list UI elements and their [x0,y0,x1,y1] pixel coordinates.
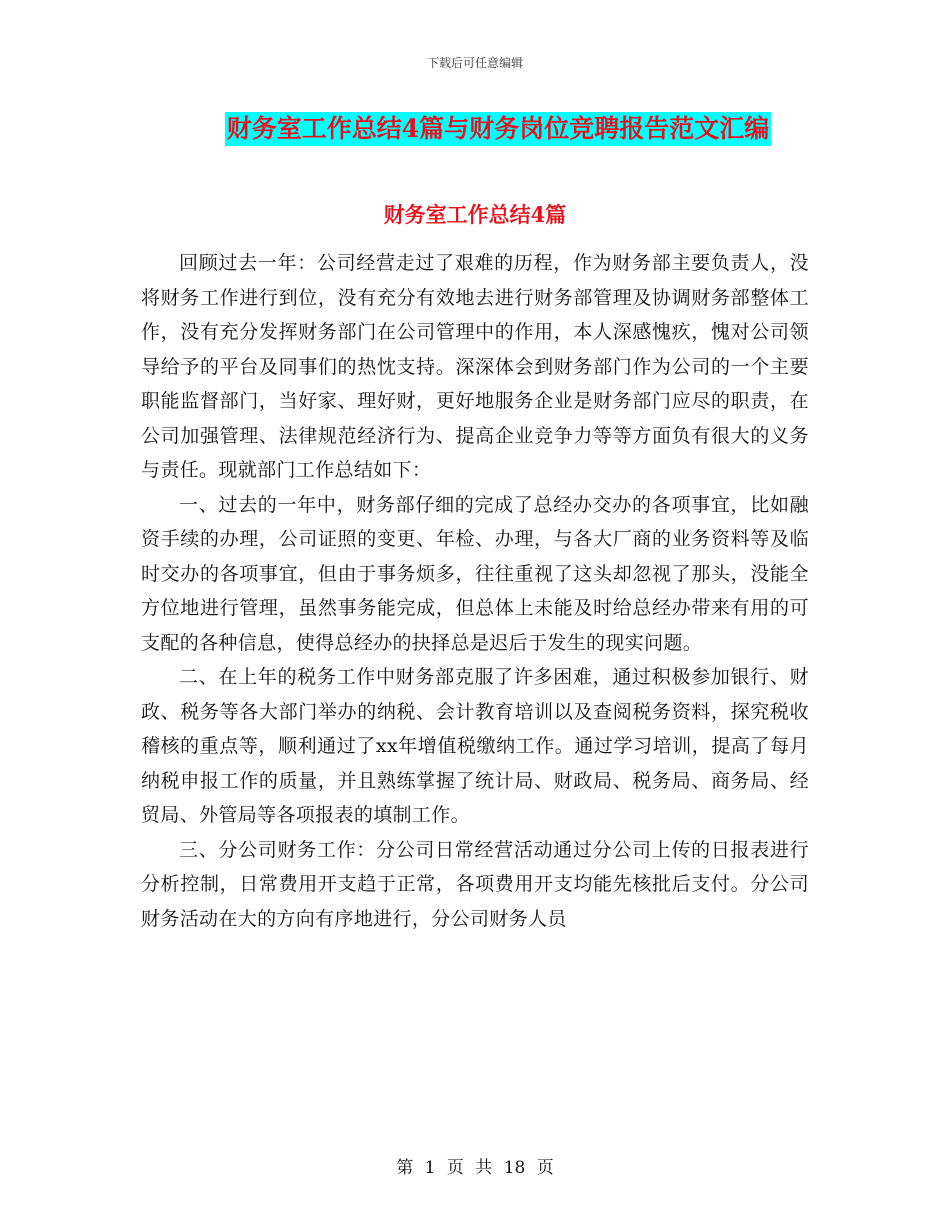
page-header-note: 下载后可任意编辑 [426,56,523,70]
document-title: 财务室工作总结4篇与财务岗位竞聘报告范文汇编 [225,112,771,146]
document-body [141,246,809,936]
document-title-wrapper [0,112,950,146]
page-number-footer: 第 1 页 共 18 页 [396,1158,554,1178]
paragraph-item-2: 二、在上年的税务工作中财务部克服了许多困难，通过积极参加银行、财政、税务等各大部门举办的纳税、会计教育培训以及查阅税务资料，探究税收稽核的重点等，顺利通过了xx年增值税缴纳工作。通过学习培训，提高了每月纳税申报工作的质量，并且熟练掌握了统计局、财政局、税务局、商务局、经贸局、外管局等各项报表的填制工作。 [141,666,809,826]
paragraph-item-3: 三、分公司财务工作：分公司日常经营活动通过分公司上传的日报表进行分析控制，日常费用开支趋于正常，各项费用开支均能先核批后支付。分公司财务活动在大的方向有序地进行，分公司财务人员 [141,838,809,930]
section-title: 财务室工作总结4篇 [383,202,567,227]
paragraph-item-1: 一、过去的一年中，财务部仔细的完成了总经办交办的各项事宜，比如融资手续的办理，公司证照的变更、年检、办理，与各大厂商的业务资料等及临时交办的各项事宜，但由于事务烦多，往往重视了这头却忽视了那头，没能全方位地进行管理，虽然事务能完成，但总体上未能及时给总经办带来有用的可支配的各种信息，使得总经办的抉择总是迟后于发生的现实问题。 [141,493,809,654]
paragraph-intro: 回顾过去一年：公司经营走过了艰难的历程，作为财务部主要负责人，没将财务工作进行到位，没有充分有效地去进行财务部管理及协调财务部整体工作，没有充分发挥财务部门在公司管理中的作用，本人深感愧疚，愧对公司领导给予的平台及同事们的热忱支持。深深体会到财务部门作为公司的一个主要职能监督部门，当好家、理好财，更好地服务企业是财务部门应尽的职责，在公司加强管理、法律规范经济行为、提高企业竞争力等等方面负有很大的义务与责任。现就部门工作总结如下： [141,252,809,481]
